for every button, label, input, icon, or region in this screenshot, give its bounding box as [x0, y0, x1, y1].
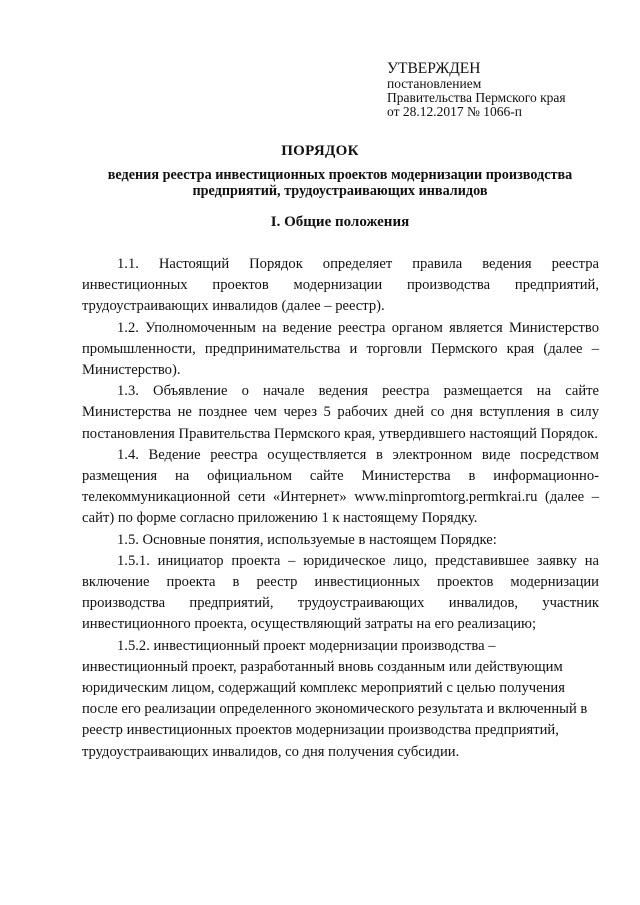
paragraph-1-1: 1.1. Настоящий Порядок определяет правила ведения реестра инвестиционных проектов модернизации производства предприятий, трудоустраивающих инвалидов (далее – реестр). [82, 256, 599, 315]
section-heading: I. Общие положения [270, 214, 410, 230]
approval-line-1: постановлением [387, 76, 482, 91]
paragraph-1-2: 1.2. Уполномоченным на ведение реестра органом является Министерство промышленности, предпринимательства и торговли Пермского края (далее – Министерство). [82, 319, 599, 379]
approval-block [387, 60, 627, 119]
approval-line-2: Правительства Пермского края [387, 90, 566, 105]
paragraph-1-5-2: 1.5.2. инвестиционный проект модернизации производства – инвестиционный проект, разработанный вновь созданным или действующим юридическим лицом, содержащий комплекс мероприятий с целью получения после его реализации определенного экономического результата и включенный в реестр инвестиционных проектов модернизации производства предприятий, трудоустраивающих инвалидов, со дня получения субсидии. [82, 637, 588, 760]
paragraph-1-4: 1.4. Ведение реестра осуществляется в электронном виде посредством размещения на официальном сайте Министерства в информационно-телекоммуникационной сети «Интернет» www.minpromtorg.permkrai.ru (далее – сайт) по форме согласно приложению 1 к настоящему Порядку. [82, 446, 599, 527]
document-body [82, 254, 599, 763]
approval-line-3: от 28.12.2017 № 1066-п [387, 104, 522, 119]
paragraph-1-5-1: 1.5.1. инициатор проекта – юридическое лицо, представившее заявку на включение проекта в реестр инвестиционных проектов модернизации производства предприятий, трудоустраивающих инвалидов, участник инвестиционного проекта, осуществляющий затраты на его реализацию; [82, 552, 599, 633]
document-subtitle: ведения реестра инвестиционных проектов модернизации производства предприятий, трудоустраивающих инвалидов [107, 167, 573, 199]
approval-stamp: УТВЕРЖДЕН [387, 60, 481, 77]
paragraph-1-5: 1.5. Основные понятия, используемые в настоящем Порядке: [117, 531, 497, 548]
document-title: ПОРЯДОК [281, 143, 359, 159]
paragraph-1-3: 1.3. Объявление о начале ведения реестра размещается на сайте Министерства не позднее чем через 5 рабочих дней со дня вступления в силу постановления Правительства Пермского края, утвердившего настоящий Порядок. [82, 383, 599, 442]
